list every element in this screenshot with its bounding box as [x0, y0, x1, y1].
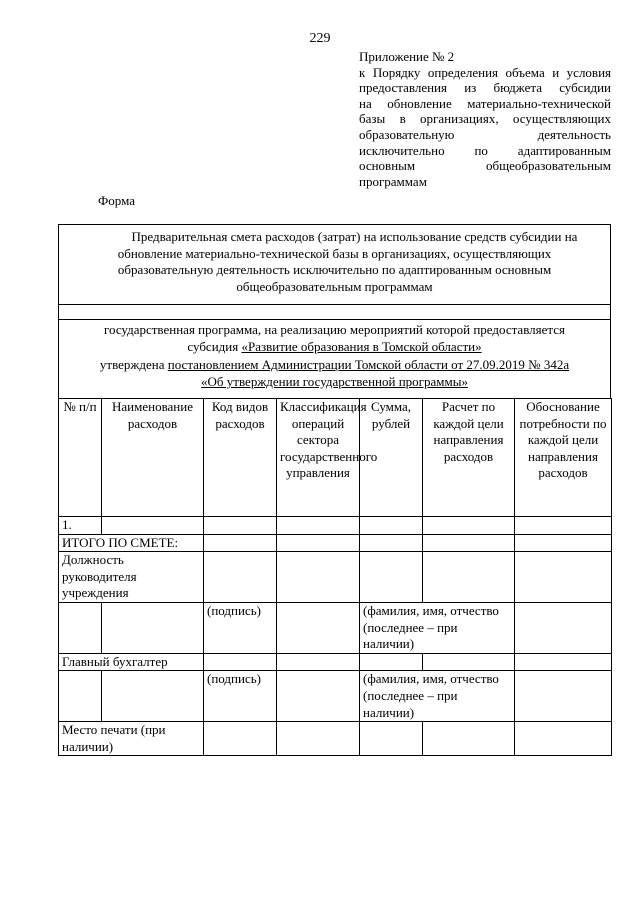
table-cell[interactable] — [277, 517, 360, 535]
table-cell[interactable] — [360, 517, 423, 535]
table-row-stamp — [59, 722, 612, 756]
table-cell[interactable] — [277, 534, 360, 552]
table-cell[interactable] — [515, 552, 612, 603]
table-cell[interactable] — [423, 552, 515, 603]
table-header-row — [59, 399, 612, 517]
head-position-cell: Должность руководителя учреждения — [59, 552, 204, 603]
table-cell[interactable] — [423, 534, 515, 552]
table-cell[interactable] — [102, 602, 204, 653]
table-cell[interactable] — [515, 722, 612, 756]
appendix-line: исключительно по адаптированным — [359, 142, 611, 158]
signature-label-cell: (подпись) — [204, 671, 277, 722]
table-cell[interactable] — [59, 602, 102, 653]
header-cell: Наименование расходов — [102, 399, 204, 517]
table-cell[interactable] — [515, 653, 612, 671]
table-cell[interactable] — [515, 517, 612, 535]
resolution-link[interactable]: постановлением Администрации Томской области от 27.09.2019 № 342а — [167, 356, 570, 372]
header-cell: Классификация операций сектора государственного управления — [277, 399, 360, 517]
table-cell[interactable] — [277, 602, 360, 653]
resolution-title-link[interactable]: «Об утверждении государственной программы» — [201, 374, 468, 390]
total-label-cell: ИТОГО ПО СМЕТЕ: — [59, 534, 204, 552]
header-cell: № п/п — [59, 399, 102, 517]
empty-row — [58, 304, 611, 320]
appendix-line: на обновление материально-технической — [359, 95, 611, 111]
appendix-line: основным общеобразовательным — [359, 158, 611, 174]
program-line: государственная программа, на реализацию мероприятий которой предоставляется — [103, 322, 565, 337]
table-row-accountant-signature — [59, 671, 612, 722]
program-prefix: утверждена — [99, 356, 168, 372]
table-cell[interactable] — [515, 534, 612, 552]
header-cell: Код видов расходов — [204, 399, 277, 517]
signature-label-cell: (подпись) — [204, 602, 277, 653]
appendix-line: образовательную деятельность — [359, 126, 611, 142]
table-cell[interactable] — [360, 552, 423, 603]
table-cell[interactable] — [277, 722, 360, 756]
header-cell: Расчет по каждой цели направления расходов — [423, 399, 515, 517]
program-line — [69, 338, 600, 355]
program-box — [58, 319, 611, 399]
table-row-head-signature — [59, 602, 612, 653]
page-number: 229 — [309, 31, 331, 46]
table-cell[interactable] — [102, 671, 204, 722]
table-cell[interactable] — [204, 653, 277, 671]
table-cell[interactable] — [423, 517, 515, 535]
table-cell[interactable] — [423, 653, 515, 671]
table-cell[interactable] — [204, 552, 277, 603]
table-row-total — [59, 534, 612, 552]
table-cell[interactable] — [204, 534, 277, 552]
table-cell[interactable] — [277, 671, 360, 722]
row-number-cell: 1. — [59, 517, 102, 535]
table-cell[interactable] — [277, 653, 360, 671]
header-cell: Сумма, рублей — [360, 399, 423, 517]
table-cell[interactable] — [360, 653, 423, 671]
table-cell[interactable] — [204, 722, 277, 756]
header-cell: Обоснование потребности по каждой цели направления расходов — [515, 399, 612, 517]
name-label-cell: (фамилия, имя, отчество (последнее – при наличии) — [360, 602, 515, 653]
table-cell[interactable] — [360, 722, 423, 756]
table-cell[interactable] — [360, 534, 423, 552]
table-cell[interactable] — [515, 602, 612, 653]
appendix-line: базы в организациях, осуществляющих — [359, 111, 611, 127]
program-line — [69, 373, 600, 390]
table-cell[interactable] — [59, 671, 102, 722]
appendix-line: к Порядку определения объема и условия — [359, 64, 611, 80]
table-cell[interactable] — [102, 517, 204, 535]
table-row-head — [59, 552, 612, 603]
appendix-line: Приложение № 2 — [359, 49, 455, 64]
table-cell[interactable] — [277, 552, 360, 603]
chief-accountant-cell: Главный бухгалтер — [59, 653, 204, 671]
table-row — [59, 517, 612, 535]
appendix-line: предоставления из бюджета субсидии — [359, 80, 611, 96]
table-row-accountant — [59, 653, 612, 671]
document-title-box — [58, 224, 611, 305]
appendix-block — [359, 49, 611, 189]
table-cell[interactable] — [515, 671, 612, 722]
appendix-line: программам — [359, 173, 427, 189]
stamp-label-cell: Место печати (при наличии) — [59, 722, 204, 756]
table-cell[interactable] — [204, 517, 277, 535]
name-label-cell: (фамилия, имя, отчество (последнее – при наличии) — [360, 671, 515, 722]
document-title: Предварительная смета расходов (затрат) на использование средств субсидии на обновление материально-технической базы в организациях, осуществляющих образовательную деятельность исключительно по адаптированным основным общеобразовательным программам — [117, 229, 578, 294]
estimate-table — [58, 398, 612, 756]
table-cell[interactable] — [423, 722, 515, 756]
program-line — [69, 356, 600, 373]
form-label: Форма — [98, 193, 135, 208]
program-name-link[interactable]: «Развитие образования в Томской области» — [241, 339, 482, 355]
program-prefix: субсидия — [187, 339, 242, 355]
